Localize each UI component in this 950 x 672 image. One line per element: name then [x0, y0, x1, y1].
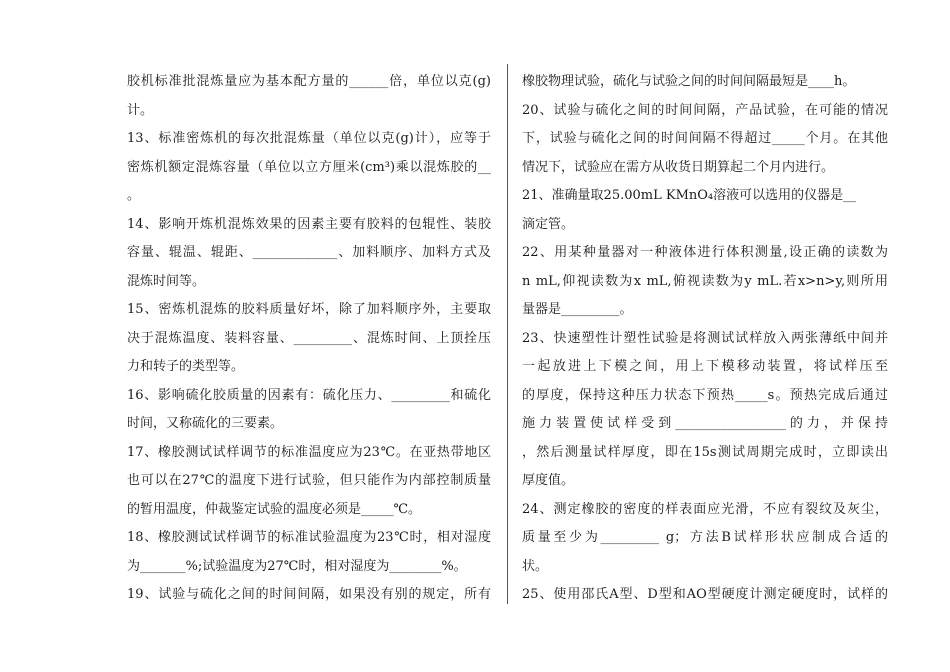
text-line: 一起放进上下模之间，用上下模移动装置，将试样压至 [522, 359, 888, 374]
text-line: 决于混炼温度、装料容量、_________、混炼时间、上顶拴压 [127, 330, 491, 346]
text-line: 滴定管。 [522, 216, 575, 232]
text-line: 胶机标准批混炼量应为基本配方量的______倍，单位以克(g) [127, 74, 491, 89]
text-line: 力和转子的类型等。 [127, 359, 245, 374]
text-line: 密炼机额定混炼容量（单位以立方厘米(cm³)乘以混炼胶的__ [127, 159, 491, 175]
text-line: 25、使用邵氏A型、D型和AO型硬度计测定硬度时，试样的 [522, 587, 888, 602]
text-line: 。 [127, 188, 141, 203]
right-column [522, 68, 888, 610]
text-line: 17、橡胶测试试样调节的标准温度应为23℃。在亚热带地区 [127, 444, 491, 460]
text-line: 14、影响开炼机混炼效果的因素主要有胶料的包辊性、装胶 [127, 216, 491, 232]
text-line: 20、试验与硫化之间的时间间隔，产品试验，在可能的情况 [522, 102, 888, 118]
text-line: 橡胶物理试验，硫化与试验之间的时间间隔最短是____h。 [522, 74, 856, 89]
text-line: 19、试验与硫化之间的时间间隔，如果没有别的规定，所有 [127, 587, 491, 602]
text-line: 也可以在27℃的温度下进行试验，但只能作为内部控制质量 [127, 473, 491, 488]
text-line: 情况下，试验应在需方从收货日期算起二个月内进行。 [522, 159, 835, 175]
text-line: 的暂用温度，仲裁鉴定试验的温度必须是_____℃。 [127, 501, 422, 517]
text-line: 质量至少为_________ g；方法B试样形状应制成合适的 [522, 530, 888, 545]
text-line: 22、用某种量器对一种液体进行体积测量,设正确的读数为 [522, 245, 888, 260]
text-line: 厚度值。 [522, 473, 575, 488]
left-column [127, 68, 491, 610]
text-line: 施力装置使试样受到_________________的力，并保持 [522, 416, 888, 431]
text-line: 15、密炼机混炼的胶料质量好坏，除了加料顺序外，主要取 [127, 302, 491, 317]
text-line: 下，试验与硫化之间的时间间隔不得超过_____个月。在其他 [522, 131, 888, 146]
column-divider [507, 64, 508, 604]
text-line: 18、橡胶测试试样调节的标准试验温度为23℃时，相对湿度 [127, 530, 491, 545]
text-line: 13、标准密炼机的每次批混炼量（单位以克(g)计），应等于 [127, 131, 491, 146]
text-line: 为_______%;试验温度为27℃时，相对湿度为________%。 [127, 558, 467, 574]
text-line: 21、准确量取25.00mL KMnO₄溶液可以选用的仪器是__ [522, 188, 857, 203]
text-line: 时间，又称硫化的三要素。 [127, 416, 284, 431]
text-line: 混炼时间等。 [127, 273, 206, 289]
text-line: 容量、辊温、辊距、_____________、加料顺序、加料方式及 [127, 245, 491, 260]
text-line: 24、测定橡胶的密度的样表面应光滑，不应有裂纹及灰尘， [522, 501, 888, 517]
text-line: 的厚度，保持这种压力状态下预热_____s。预热完成后通过 [522, 387, 888, 403]
text-line: 计。 [127, 102, 154, 118]
text-line: 状。 [522, 558, 549, 574]
text-line: n mL,仰视读数为x mL,俯视读数为y mL.若x>n>y,则所用 [522, 273, 888, 289]
text-line: 23、快速塑性计塑性试验是将测试试样放入两张薄纸中间并 [522, 330, 888, 346]
text-line: 16、影响硫化胶质量的因素有：硫化压力、_________和硫化 [127, 387, 491, 403]
text-line: ，然后测量试样厚度，即在15s测试周期完成时，立即读出 [522, 444, 888, 460]
text-line: 量器是_________。 [522, 302, 633, 317]
